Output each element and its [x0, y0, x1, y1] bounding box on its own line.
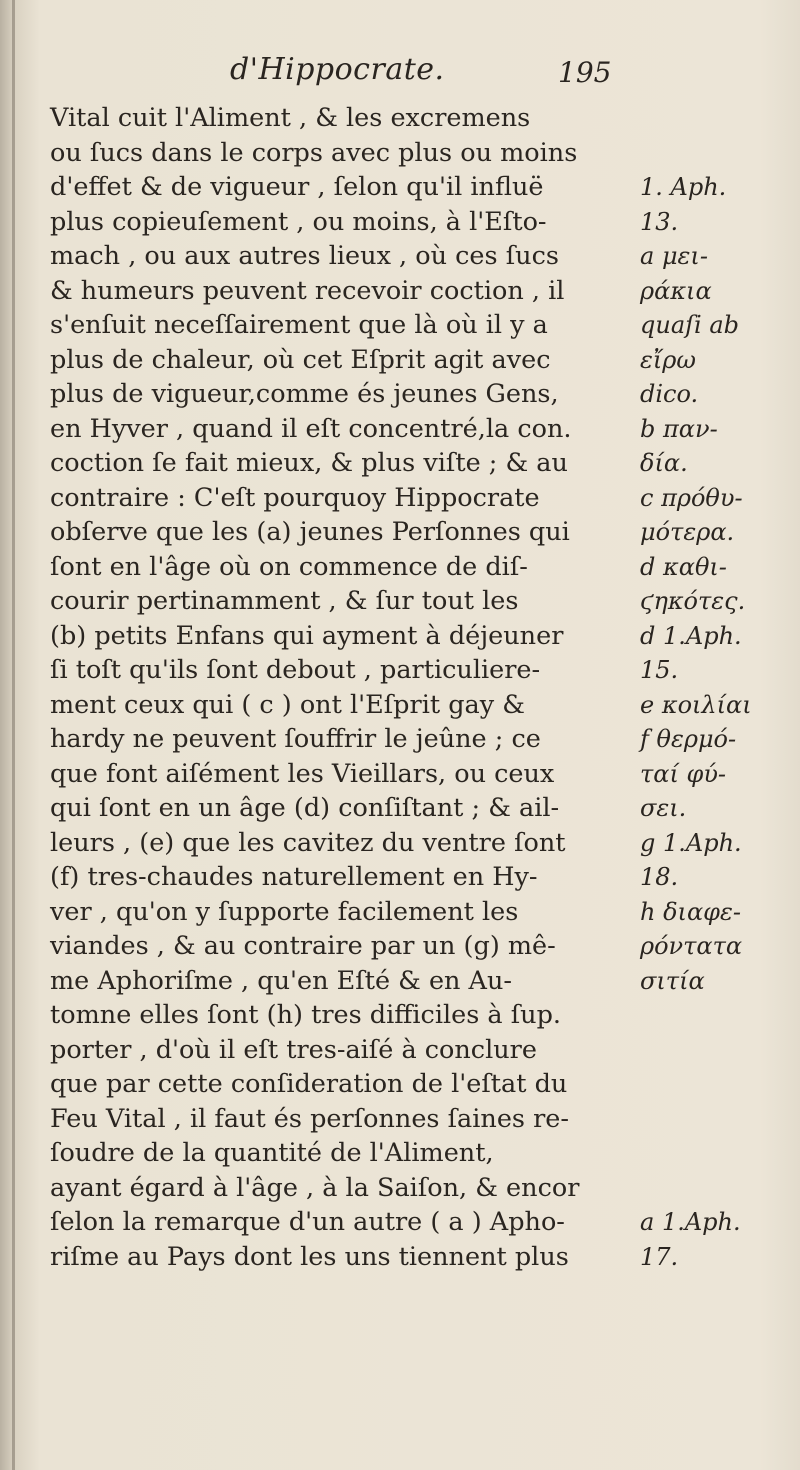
text-line: d'effet & de vigueur , ſelon qu'il influë	[50, 172, 544, 202]
text-line: hardy ne peuvent ſouffrir le jeûne ; ce	[50, 724, 541, 754]
text-line: s'enſuit neceſſairement que là où il y a	[50, 310, 548, 340]
text-line: qui ſont en un âge (d) conſiſtant ; & ail-	[50, 793, 560, 823]
margin-note: d 1.Aph.	[640, 621, 742, 650]
margin-note	[640, 1102, 790, 1137]
text-line: (f) tres-chaudes naturellement en Hy-	[50, 862, 538, 892]
text-line: Vital cuit l'Aliment , & les excremens	[50, 103, 531, 133]
text-line: plus de chaleur, où cet Eſprit agit avec	[50, 344, 551, 375]
margin-note: 1. Aph.	[640, 173, 727, 201]
margin-note: μότερα.	[640, 518, 735, 546]
margin-note: ρόντατα	[640, 932, 743, 960]
margin-note	[640, 1136, 790, 1171]
margin-note	[640, 101, 790, 136]
margin-note: ράκια	[640, 276, 712, 305]
text-line: que par cette conſideration de l'eſtat du	[50, 1069, 568, 1099]
text-line: contraire : C'eſt pourquoy Hippocrate	[50, 482, 540, 513]
margin-note: f θερμό-	[640, 725, 737, 753]
margin-note: σιτία	[640, 966, 705, 995]
text-line: me Aphoriſme , qu'en Eſté & en Au-	[50, 965, 513, 996]
margin-note	[640, 1033, 790, 1068]
text-line: tomne elles ſont (h) tres difficiles à ſup.	[50, 1000, 562, 1030]
margin-note: a 1.Aph.	[640, 1208, 741, 1236]
margin-note: h διαφε-	[640, 897, 741, 926]
margin-note: 18.	[640, 863, 679, 891]
text-line: viandes , & au contraire par un (g) mê-	[50, 931, 556, 961]
page-number: 195	[558, 56, 612, 89]
margin-note: δία.	[640, 449, 688, 477]
margin-note: 15.	[640, 656, 679, 684]
margin-note: εἴρω	[640, 345, 696, 374]
margin-note: g 1.Aph.	[640, 828, 742, 857]
text-line: Feu Vital , il faut és perſonnes ſaines re-	[50, 1103, 570, 1134]
margin-note	[640, 1067, 790, 1102]
margin-note: e κοιλίαι	[640, 690, 752, 719]
text-line: ver , qu'on y ſupporte facilement les	[50, 896, 519, 927]
margin-note	[640, 998, 790, 1033]
text-line: plus de vigueur,comme és jeunes Gens,	[50, 379, 559, 409]
text-line: ou ſucs dans le corps avec plus ou moins	[50, 137, 578, 168]
text-line: mach , ou aux autres lieux , où ces ſucs	[50, 241, 559, 271]
margin-note: ταί φύ-	[640, 759, 727, 788]
text-line: courir pertinamment , & ſur tout les	[50, 586, 519, 616]
margin-note: d καθι-	[640, 552, 727, 581]
text-line: plus copieuſement , ou moins, à l'Eſto-	[50, 206, 547, 237]
body-text	[50, 101, 635, 1274]
margin-note	[640, 1171, 790, 1206]
text-line: en Hyver , quand il eſt concentré,la con.	[50, 413, 572, 444]
text-line: obſerve que les (a) jeunes Perſonnes qui	[50, 517, 570, 547]
margin-note	[640, 136, 790, 171]
margin-note: quaſi ab	[640, 311, 739, 339]
margin-note: 17.	[640, 1242, 679, 1271]
page-gutter-shadow	[12, 0, 15, 1470]
text-line: & humeurs peuvent recevoir coction , il	[50, 275, 565, 306]
text-line: coction ſe fait mieux, & plus viſte ; & au	[50, 448, 568, 478]
text-line: (b) petits Enfans qui ayment à déjeuner	[50, 620, 564, 651]
text-line: ſoudre de la quantité de l'Aliment,	[50, 1138, 494, 1168]
running-head: d'Hippocrate.	[230, 52, 445, 87]
text-line: riſme au Pays dont les uns tiennent plus	[50, 1241, 569, 1272]
text-line: que font aiſément les Vieillars, ou ceux	[50, 758, 555, 789]
margin-notes	[640, 101, 790, 1274]
text-line: ment ceux qui ( c ) ont l'Eſprit gay &	[50, 689, 525, 720]
margin-note: b παν-	[640, 414, 718, 443]
margin-note: ϛηκότες.	[640, 587, 746, 615]
text-line: ſont en l'âge où on commence de diſ-	[50, 551, 528, 582]
margin-note: σει.	[640, 794, 687, 822]
margin-note: 13.	[640, 207, 679, 236]
margin-note: dico.	[640, 380, 699, 408]
text-line: ſi toſt qu'ils ſont debout , particuliere-	[50, 655, 541, 685]
margin-note: a μει-	[640, 242, 708, 270]
page-header	[0, 52, 800, 92]
margin-note: c πρόθυ-	[640, 483, 743, 512]
text-line: ſelon la remarque d'un autre ( a ) Apho-	[50, 1207, 565, 1237]
text-line: leurs , (e) que les cavitez du ventre ſont	[50, 827, 566, 858]
text-line: ayant égard à l'âge , à la Saiſon, & encor	[50, 1172, 580, 1203]
text-line: porter , d'où il eſt tres-aiſé à conclure	[50, 1034, 537, 1065]
